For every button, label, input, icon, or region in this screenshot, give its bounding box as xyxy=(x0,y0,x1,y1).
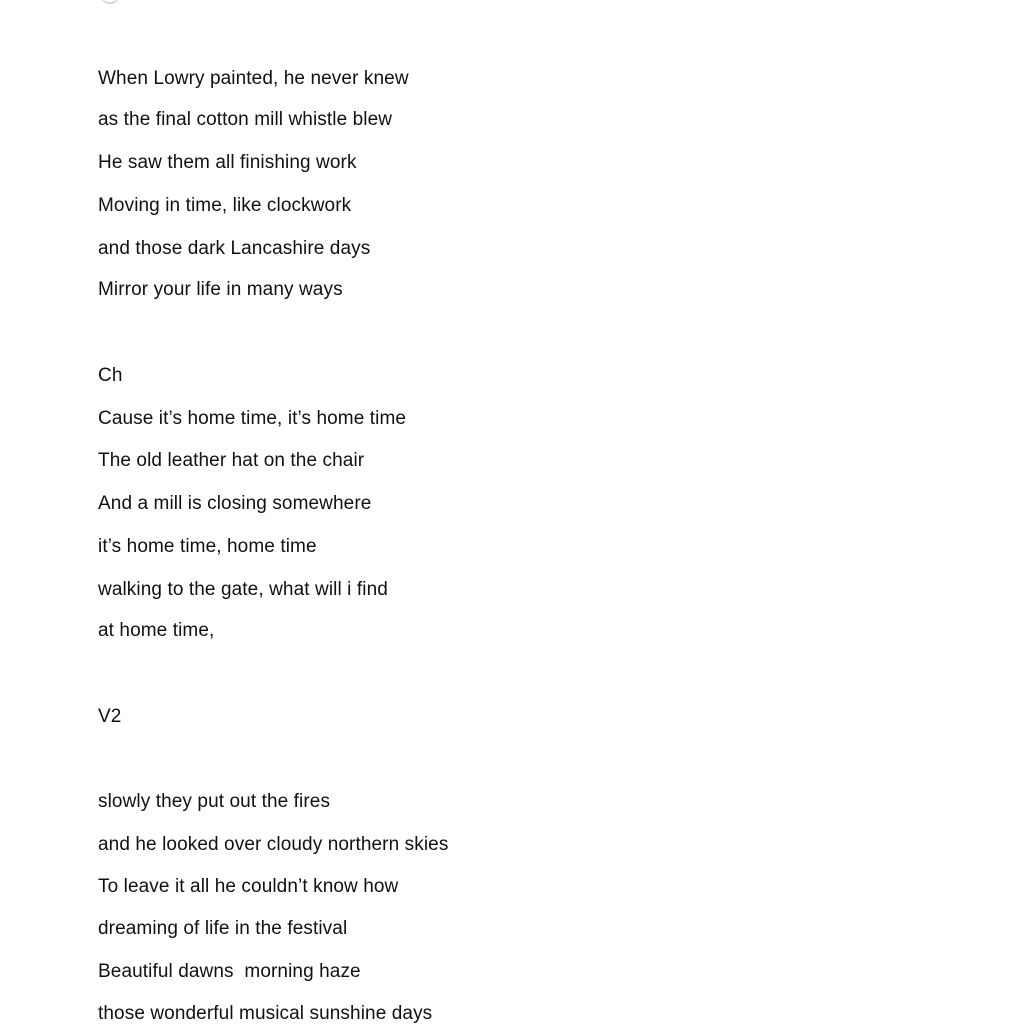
chorus-line-6: at home time, xyxy=(98,620,215,641)
verse2-label: V2 xyxy=(98,706,122,727)
verse1-line-3: He saw them all finishing work xyxy=(98,152,357,173)
verse2-line-2: and he looked over cloudy northern skies xyxy=(98,834,449,855)
cropped-text-fragment xyxy=(100,0,120,4)
verse2-line-4: dreaming of life in the festival xyxy=(98,918,348,939)
verse2-line-6: those wonderful musical sunshine days xyxy=(98,1003,433,1024)
verse1-line-4: Moving in time, like clockwork xyxy=(98,195,352,216)
verse1-line-2: as the final cotton mill whistle blew xyxy=(98,109,393,130)
chorus-line-5: walking to the gate, what will i find xyxy=(98,579,388,600)
chorus-label: Ch xyxy=(98,365,123,386)
verse1-line-5: and those dark Lancashire days xyxy=(98,238,371,259)
verse1-line-6: Mirror your life in many ways xyxy=(98,279,343,300)
verse2-line-3: To leave it all he couldn’t know how xyxy=(98,876,399,897)
verse2-line-1: slowly they put out the fires xyxy=(98,791,331,812)
chorus-line-4: it’s home time, home time xyxy=(98,536,317,557)
chorus-line-2: The old leather hat on the chair xyxy=(98,450,365,471)
verse2-line-5: Beautiful dawns morning haze xyxy=(98,961,361,982)
verse1-line-1: When Lowry painted, he never knew xyxy=(98,68,409,89)
chorus-line-1: Cause it’s home time, it’s home time xyxy=(98,408,407,429)
chorus-line-3: And a mill is closing somewhere xyxy=(98,493,372,514)
